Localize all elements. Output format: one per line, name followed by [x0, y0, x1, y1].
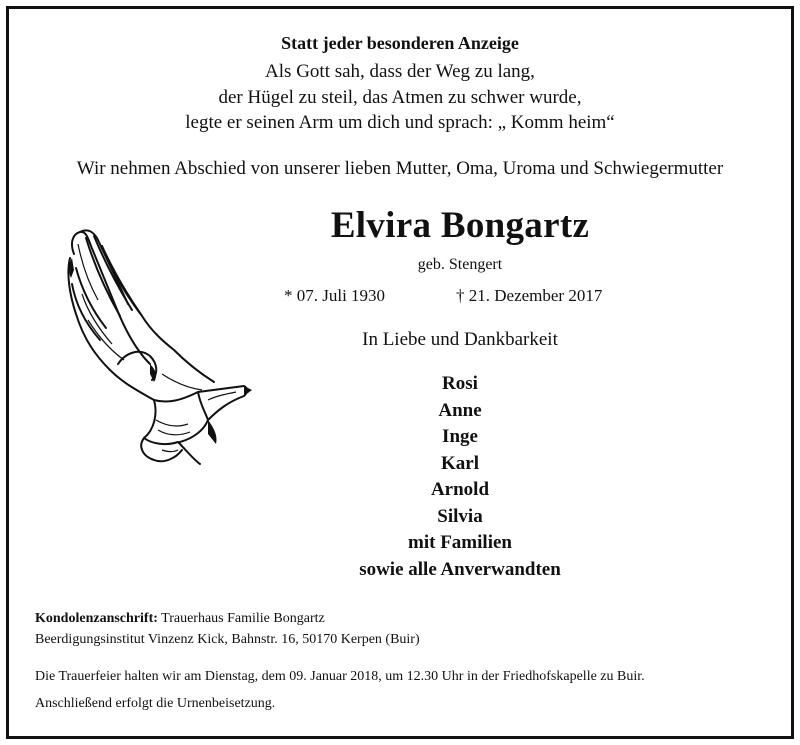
mourner-name: Anne	[438, 399, 482, 421]
memorial-verse	[0, 59, 800, 136]
condolence-address: Beerdigungsinstitut Vinzenz Kick, Bahnstr. 16, 50170 Kerpen (Buir)	[35, 632, 420, 647]
condolence-address-line	[35, 611, 325, 627]
birth-date: * 07. Juli 1930	[284, 286, 386, 305]
verse-line: Als Gott sah, dass der Weg zu lang,	[265, 61, 535, 82]
maiden-name: geb. Stengert	[417, 256, 503, 273]
farewell-text: Wir nehmen Abschied von unserer lieben Mutter, Oma, Uroma und Schwiegermutter	[76, 158, 724, 179]
funeral-info: Die Trauerfeier halten wir am Dienstag, dem 09. Januar 2018, um 12.30 Uhr in der Friedhofskapelle zu Buir.	[35, 669, 645, 684]
condolence-label: Kondolenzanschrift:	[35, 611, 158, 626]
verse-line: der Hügel zu steil, das Atmen zu schwer wurde,	[218, 86, 582, 108]
mourner-name: mit Familien	[408, 532, 512, 553]
mourner-name: Arnold	[430, 479, 490, 500]
closing-phrase: In Liebe und Dankbarkeit	[362, 329, 558, 350]
mourner-name: sowie alle Anverwandten	[359, 558, 561, 580]
deceased-name: Elvira Bongartz	[330, 205, 590, 246]
verse-line: legte er seinen Arm um dich und sprach: „ Komm heim“	[185, 112, 615, 133]
mourner-name: Karl	[441, 452, 479, 474]
burial-info: Anschließend erfolgt die Urnenbeisetzung.	[35, 696, 276, 711]
notice-heading: Statt jeder besonderen Anzeige	[281, 33, 519, 53]
condolence-recipient: Trauerhaus Familie Bongartz	[161, 611, 325, 626]
mourners-list	[225, 371, 695, 583]
mourner-name: Silvia	[437, 505, 483, 527]
mourner-name: Inge	[442, 426, 478, 447]
mourner-name: Rosi	[442, 373, 478, 394]
death-date: † 21. Dezember 2017	[456, 286, 603, 305]
